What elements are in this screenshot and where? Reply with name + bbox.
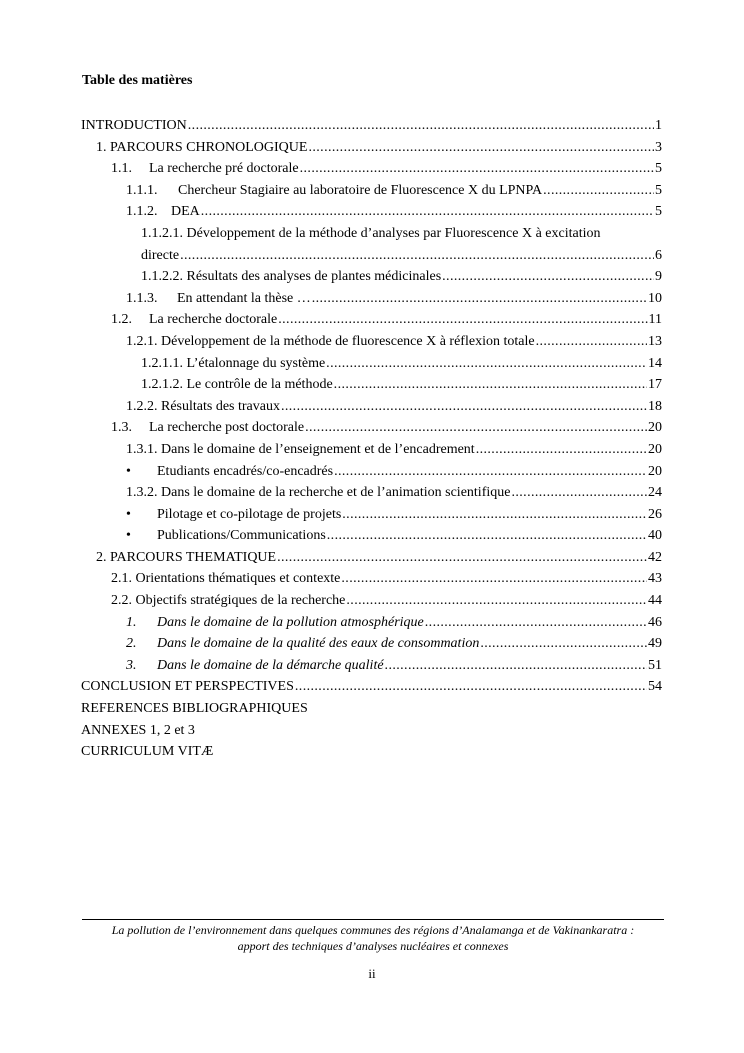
toc-leader [425,612,647,634]
toc-label: 1.1.2.1. Développement de la méthode d’analyses par Fluorescence X à excitation [141,225,601,241]
toc-page-number: 46 [648,614,662,630]
toc-label: 1.2.1.2. Le contrôle de la méthode [141,377,333,393]
toc-label: REFERENCES BIBLIOGRAPHIQUES [81,701,308,717]
toc-label: DEA [171,204,200,220]
toc-label: La recherche post doctorale [149,420,305,436]
toc-entry-1-1-2-1-line1[interactable] [81,223,662,245]
toc-entry-1-2-2[interactable] [81,396,662,418]
toc-label: Dans le domaine de la pollution atmosphérique [157,614,424,630]
toc-page-number: 43 [648,571,662,587]
toc-leader [326,353,647,375]
toc-label: 2.2. Objectifs stratégiques de la recherche [111,593,346,609]
toc-section-number: 3. [126,657,137,673]
toc-label: 1. PARCOURS CHRONOLOGIQUE [96,139,308,155]
toc-label: 1.2.1.1. L’étalonnage du système [141,355,326,371]
toc-page-number: 40 [648,528,662,544]
toc-label: INTRODUCTION [81,118,187,133]
toc-page-number: 20 [648,420,662,436]
toc-page-number: 5 [655,161,662,177]
toc-entry-1-2-1-1[interactable] [81,353,662,375]
toc-label: Publications/Communications [157,528,326,544]
toc-entry-1-1-3[interactable] [81,288,662,310]
toc-entry-etudiants[interactable] [81,461,662,483]
toc-page-number: 3 [655,139,662,155]
toc-entry-2-1[interactable] [81,568,662,590]
footer-line-2: apport des techniques d’analyses nucléaires et connexes [237,939,509,953]
toc-page-number: 26 [648,506,662,522]
toc-label: 1.1.2.2. Résultats des analyses de plantes médicinales [141,269,442,285]
toc-entry-1-1-1[interactable] [81,180,662,202]
bullet-icon: • [126,463,131,479]
toc-label: directe [141,247,180,263]
toc-leader [312,288,647,310]
toc-entry-conclusion[interactable] [81,676,662,698]
toc-entry-annexes[interactable] [81,720,662,742]
toc-page-number: 49 [648,636,662,652]
toc-label: 1.2.1. Développement de la méthode de fluorescence X à réflexion totale [126,333,535,349]
toc-page-number: 51 [648,657,662,673]
page-number: ii [368,966,376,981]
footer-divider [82,919,664,920]
toc-label: Dans le domaine de la qualité des eaux de consommation [157,636,480,652]
toc-leader [300,158,654,180]
toc-page-number: 11 [648,312,662,328]
toc-label: Dans le domaine de la démarche qualité [157,657,384,673]
toc-section-number: 1.1.3. [126,290,158,306]
toc-label: Pilotage et co-pilotage de projets [157,506,342,522]
toc-entry-2-2[interactable] [81,590,662,612]
toc-entry-parcours-thematique[interactable] [81,547,662,569]
toc-leader [308,137,654,159]
toc-page-number: 44 [648,593,662,609]
toc-entry-1-3-1[interactable] [81,439,662,461]
toc-entry-objectif-2[interactable] [81,633,662,655]
toc-entry-pilotage[interactable] [81,504,662,526]
toc-entry-parcours-chronologique[interactable] [81,137,662,159]
toc-entry-1-3[interactable] [81,417,662,439]
toc-leader [385,655,647,677]
bullet-icon: • [126,528,131,544]
toc-label: 2.1. Orientations thématiques et contexte [111,571,341,587]
bullet-icon: • [126,506,131,522]
toc-label: La recherche pré doctorale [149,161,299,177]
toc-leader [476,439,647,461]
toc-leader [201,201,654,223]
toc-page-number: 1 [655,118,662,133]
toc-page-number: 14 [648,355,662,371]
toc-leader [188,115,654,137]
toc-entry-introduction[interactable] [81,115,662,137]
footer-line-1: La pollution de l’environnement dans quelques communes des régions d’Analamanga et de Vakinankaratra : [111,923,635,937]
toc-page-number: 9 [655,269,662,285]
toc-label: En attendant la thèse … [177,290,311,306]
toc-page-number: 13 [648,333,662,349]
toc-section-number: 1.2. [111,312,132,328]
toc-leader [543,180,654,202]
toc-page-number: 5 [655,204,662,220]
toc-section-number: 1.1.1. [126,182,158,198]
toc-entry-1-1-2-1-line2[interactable] [81,245,662,267]
toc-label: 1.2.2. Résultats des travaux [126,398,280,414]
toc-entry-1-1-2[interactable] [81,201,662,223]
toc-label: La recherche doctorale [149,312,278,328]
toc-entry-objectif-1[interactable] [81,612,662,634]
toc-label: ANNEXES 1, 2 et 3 [81,722,195,738]
toc-leader [346,590,647,612]
toc-entry-curriculum[interactable] [81,741,662,763]
table-of-contents [81,115,662,763]
toc-leader [305,417,647,439]
toc-label: 1.3.1. Dans le domaine de l’enseignement et de l’encadrement [126,441,475,457]
toc-page-number: 18 [648,398,662,414]
toc-section-number: 1.3. [111,420,132,436]
toc-page-number: 20 [648,463,662,479]
toc-page-number: 5 [655,182,662,198]
toc-page-number: 20 [648,441,662,457]
toc-leader [281,396,647,418]
toc-leader [442,266,654,288]
toc-entry-references[interactable] [81,698,662,720]
toc-leader [342,504,647,526]
toc-page-number: 24 [648,485,662,501]
toc-leader [327,525,647,547]
toc-label: Etudiants encadrés/co-encadrés [157,463,334,479]
toc-leader [536,331,647,353]
toc-section-number: 2. [126,636,137,652]
toc-page-number: 10 [648,290,662,306]
running-footer [82,922,664,954]
toc-entry-1-2[interactable] [81,309,662,331]
toc-leader [334,461,647,483]
toc-page-number: 54 [648,679,662,695]
toc-entry-1-3-2[interactable] [81,482,662,504]
toc-entry-1-2-1-2[interactable] [81,374,662,396]
toc-leader [295,676,647,698]
toc-entry-objectif-3[interactable] [81,655,662,677]
toc-leader [278,309,647,331]
toc-section-number: 1. [126,614,137,630]
toc-leader [334,374,647,396]
toc-label: 2. PARCOURS THEMATIQUE [96,549,277,565]
toc-entry-1-1[interactable] [81,158,662,180]
toc-leader [277,547,647,569]
toc-page-number: 17 [648,377,662,393]
toc-page-number: 42 [648,549,662,565]
toc-entry-1-2-1[interactable] [81,331,662,353]
toc-section-number: 1.1. [111,161,132,177]
toc-entry-1-1-2-2[interactable] [81,266,662,288]
toc-label: Chercheur Stagiaire au laboratoire de Fluorescence X du LPNPA [178,182,543,198]
toc-page-number: 6 [655,247,662,263]
toc-leader [511,482,647,504]
toc-leader [480,633,647,655]
page-title: Table des matières [82,73,193,88]
toc-leader [180,245,654,267]
toc-label: 1.3.2. Dans le domaine de la recherche et de l’animation scientifique [126,485,511,501]
toc-label: CONCLUSION ET PERSPECTIVES [81,679,294,695]
toc-label: CURRICULUM VITÆ [81,744,214,760]
toc-entry-publications[interactable] [81,525,662,547]
toc-section-number: 1.1.2. [126,204,158,220]
toc-leader [341,568,647,590]
